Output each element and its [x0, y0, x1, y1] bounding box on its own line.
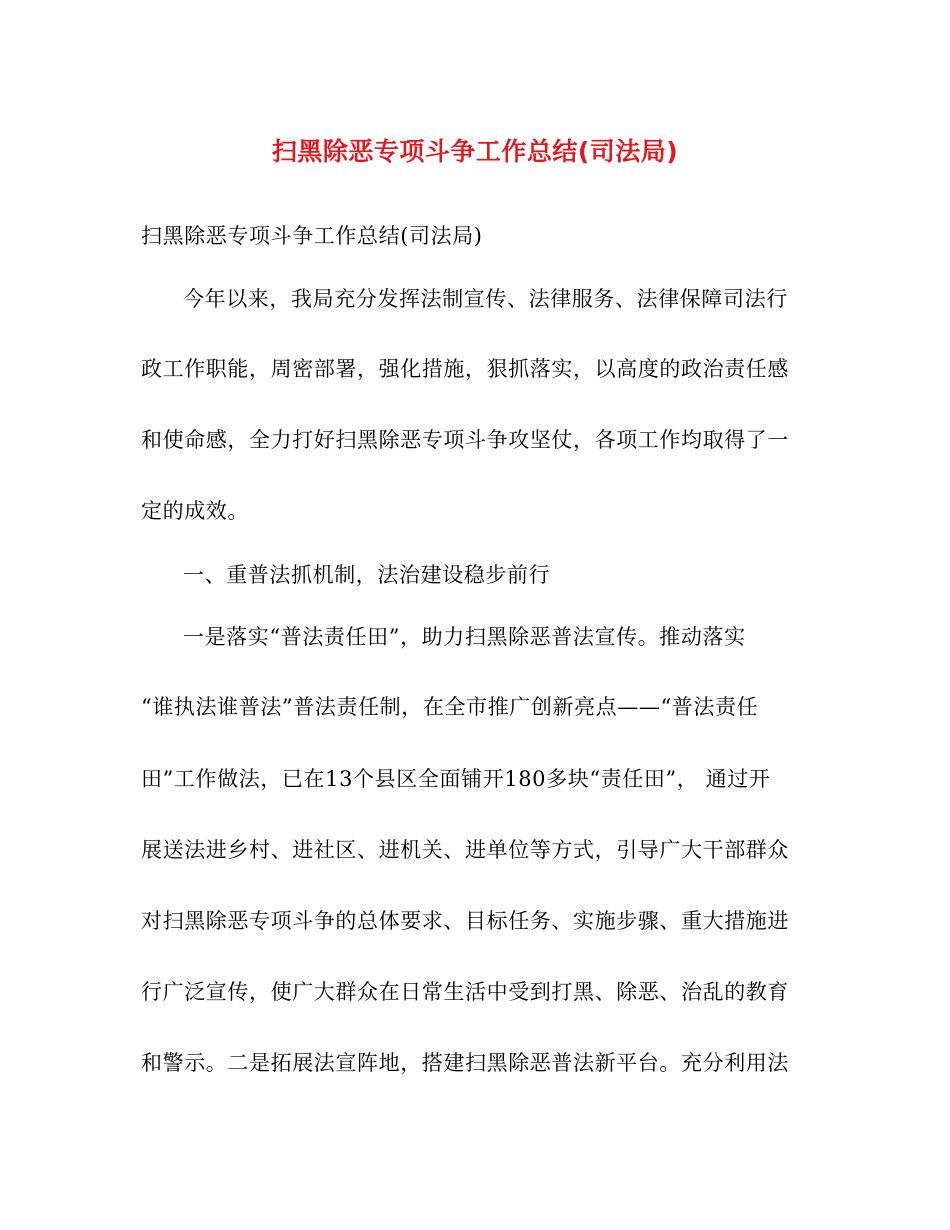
section-heading: 一、重普法抓机制，法治建设稳步前行 — [183, 563, 551, 587]
body-line: 田”工作做法，已在13个县区全面铺开180多块“责任田”， 通过开 — [141, 767, 771, 791]
body-line: 政工作职能，周密部署，强化措施，狠抓落实，以高度的政治责任感 — [141, 357, 789, 381]
document-title: 扫黑除恶专项斗争工作总结(司法局) — [271, 137, 679, 166]
body-line: 和使命感，全力打好扫黑除恶专项斗争攻坚仗，各项工作均取得了一 — [141, 428, 789, 452]
body-line: 一是落实“普法责任田”，助力扫黑除恶普法宣传。推动落实 — [183, 625, 746, 649]
body-line: 行广泛宣传，使广大群众在日常生活中受到打黑、除恶、治乱的教育 — [141, 980, 789, 1004]
body-line: 定的成效。 — [141, 499, 249, 523]
body-line: 对扫黑除恶专项斗争的总体要求、目标任务、实施步骤、重大措施进 — [141, 909, 789, 933]
body-line: 今年以来，我局充分发挥法制宣传、法律服务、法律保障司法行 — [183, 287, 788, 311]
body-line: 展送法进乡村、进社区、进机关、进单位等方式，引导广大干部群众 — [141, 838, 789, 862]
subtitle-line: 扫黑除恶专项斗争工作总结(司法局) — [141, 224, 483, 248]
body-line: “谁执法谁普法”普法责任制，在全市推广创新亮点——“普法责任 — [141, 695, 759, 719]
body-line: 和警示。二是拓展法宣阵地，搭建扫黑除恶普法新平台。充分利用法 — [141, 1051, 789, 1075]
